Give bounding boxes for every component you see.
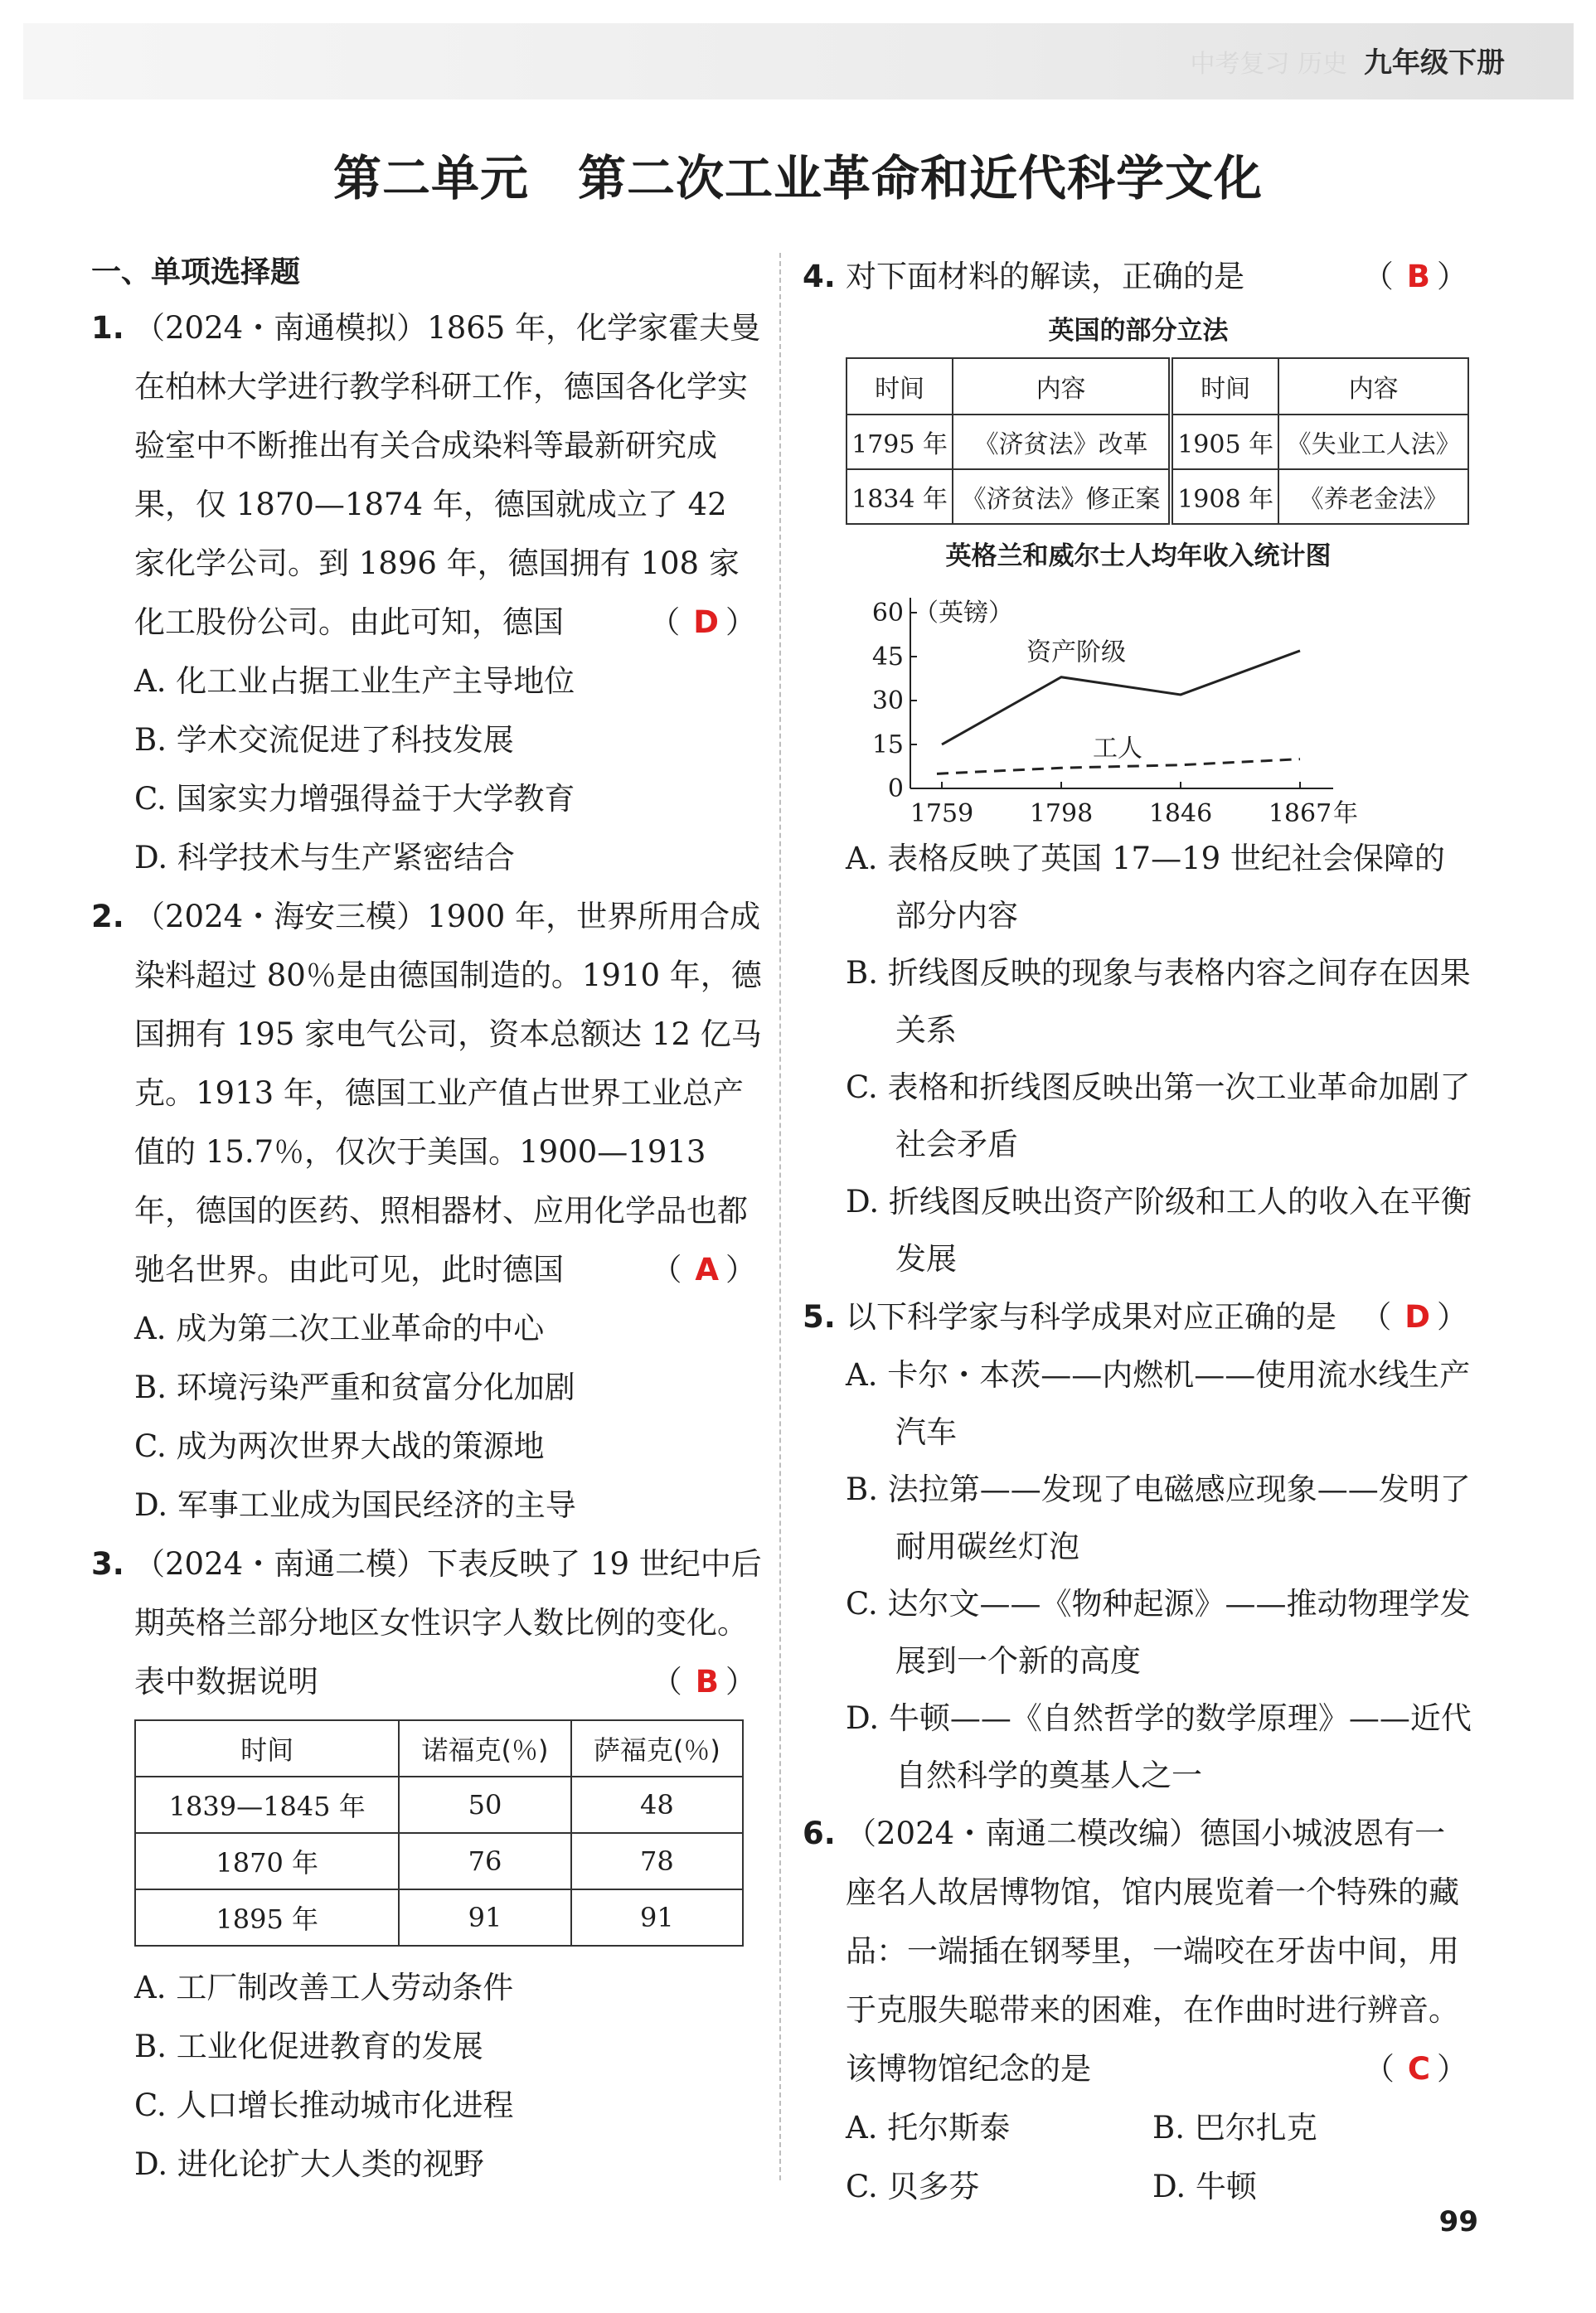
legislation-table-title: 英国的部分立法 [1048, 316, 1229, 346]
table-cell: 1834 年 [847, 469, 953, 524]
page-title: 第二单元 第二次工业革命和近代科学文化 [332, 150, 1263, 206]
question-number: 3. [91, 1546, 124, 1582]
table-header-row [847, 358, 1468, 415]
y-tick-label: 45 [871, 642, 904, 672]
table-cell: 《济贫法》修正案 [953, 469, 1171, 524]
table-cell: 《失业工人法》 [1278, 415, 1468, 469]
option-b: B. 折线图反映的现象与表格内容之间存在因果关系 [846, 955, 1471, 1048]
table-header-row [135, 1720, 743, 1777]
answer-bracket: （ A ） [651, 1252, 763, 1287]
income-chart [803, 581, 1474, 830]
table-cell: 78 [571, 1833, 743, 1889]
x-tick-label: 1798 [1029, 799, 1094, 828]
table-cell: 1895 年 [135, 1889, 399, 1946]
x-axis-unit: 年 [1333, 799, 1358, 828]
table-cell: 1795 年 [847, 415, 953, 469]
table-header: 内容 [953, 358, 1171, 415]
table-row [135, 1777, 743, 1833]
answer-bracket: （ B ） [1362, 259, 1474, 294]
table-row [847, 469, 1468, 524]
question-text: 1900 年，世界所用合成染料超过 80％是由德国制造的。1910 年，德国拥有 195 家电气公司，资本总额达 12 亿马克。1913 年，德国工业产值占世界工业总产值的 15.7％，仅次于美国。1900—1913 年，德国的医药、照相器材、应用化学品也都驰名世界。由此可见，此时德国 [134, 899, 762, 1287]
question-text: 德国小城波恩有一座名人故居博物馆，馆内展览着一个特殊的藏品：一端插在钢琴里，一端咬在牙齿中间，用于克服失聪带来的困难，在作曲时进行辨音。该博物馆纪念的是 [846, 1816, 1459, 2087]
option-c: C. 人口增长推动城市化进程 [134, 2088, 514, 2123]
question-3 [91, 1535, 763, 1711]
table-cell: 1905 年 [1171, 415, 1278, 469]
option-a: A. 托尔斯泰 [846, 2110, 1011, 2146]
table-cell: 《养老金法》 [1278, 469, 1468, 524]
table-header: 诺福克(％) [399, 1720, 570, 1777]
option-b: B. 工业化促进教育的发展 [134, 2029, 483, 2064]
question-4 [803, 247, 1474, 306]
option-d: D. 折线图反映出资产阶级和工人的收入在平衡发展 [846, 1184, 1472, 1277]
answer-bracket: （ D ） [649, 604, 763, 640]
y-tick-label: 60 [871, 599, 904, 628]
table-header: 时间 [1171, 358, 1278, 415]
table-row [135, 1833, 743, 1889]
chart-title: 英格兰和威尔士人均年收入统计图 [945, 541, 1332, 571]
answer-value: D [693, 604, 719, 640]
table-row [135, 1889, 743, 1946]
table-cell: 76 [399, 1833, 570, 1889]
question-source: （2024・南通模拟） [134, 310, 428, 346]
answer-value: B [695, 1664, 719, 1700]
table-cell: 91 [571, 1889, 743, 1946]
header-grade: 九年级下册 [1364, 46, 1505, 80]
question-number: 2. [91, 899, 124, 934]
y-tick-label: 30 [871, 686, 904, 715]
table-cell: 91 [399, 1889, 570, 1946]
answer-value: B [1406, 259, 1430, 294]
header-faint-text: 中考复习 历史 [1190, 50, 1347, 79]
table-cell: 1870 年 [135, 1833, 399, 1889]
option-b: B. 环境污染严重和贫富分化加剧 [134, 1370, 575, 1405]
question-text: 1865 年，化学家霍夫曼在柏林大学进行教学科研工作，德国各化学实验室中不断推出有关合成染料等最新研究成果，仅 1870—1874 年，德国就成立了 42 家化学公司。到 1896 年，德国拥有 108 家化工股份公司。由此可知，德国 [134, 310, 761, 640]
question-2 [91, 887, 763, 1299]
answer-value: A [695, 1252, 719, 1287]
table-cell: 1839—1845 年 [135, 1777, 399, 1833]
y-tick-label: 15 [871, 730, 904, 759]
table-header: 萨福克(％) [571, 1720, 743, 1777]
option-d: D. 进化论扩大人类的视野 [134, 2146, 484, 2182]
option-d: D. 科学技术与生产紧密结合 [134, 840, 515, 875]
question-number: 1. [91, 310, 124, 346]
question-number: 6. [803, 1816, 836, 1851]
question-source: （2024・南通二模） [134, 1546, 428, 1582]
table-header: 时间 [847, 358, 953, 415]
right-column [803, 247, 1474, 2216]
option-row [803, 2098, 1474, 2157]
option-b: B. 法拉第——发现了电磁感应现象——发明了耐用碳丝灯泡 [846, 1472, 1471, 1564]
option-c: C. 成为两次世界大战的策源地 [134, 1428, 545, 1464]
literacy-table [134, 1719, 744, 1947]
option-row [803, 2157, 1474, 2216]
option-a: A. 工厂制改善工人劳动条件 [134, 1970, 514, 2005]
option-a: A. 成为第二次工业革命的中心 [134, 1311, 545, 1346]
page-number: 99 [1438, 2205, 1478, 2238]
answer-bracket: （ C ） [1363, 2051, 1474, 2087]
income-chart-svg [803, 581, 1474, 830]
question-6 [803, 1804, 1474, 2098]
question-text: 以下科学家与科学成果对应正确的是 [846, 1299, 1336, 1335]
option-d: D. 牛顿 [1152, 2169, 1257, 2204]
option-d: D. 牛顿——《自然哲学的数学原理》——近代自然科学的奠基人之一 [846, 1700, 1472, 1793]
column-divider [779, 253, 781, 2180]
answer-bracket: （ D ） [1361, 1299, 1474, 1335]
x-tick-label: 1867 [1268, 799, 1332, 828]
table-cell: 《济贫法》改革 [953, 415, 1171, 469]
option-c: C. 达尔文——《物种起源》——推动物理学发展到一个新的高度 [846, 1586, 1471, 1679]
option-d: D. 军事工业成为国民经济的主导 [134, 1487, 576, 1523]
x-tick-label: 1846 [1148, 799, 1213, 828]
option-c: C. 国家实力增强得益于大学教育 [134, 781, 575, 817]
answer-value: C [1407, 2051, 1430, 2087]
table-cell: 50 [399, 1777, 570, 1833]
question-source: （2024・海安三模） [134, 899, 428, 934]
option-a: A. 化工业占据工业生产主导地位 [134, 663, 575, 699]
y-tick-label: 0 [887, 774, 904, 803]
option-c: C. 表格和折线图反映出第一次工业革命加剧了社会矛盾 [846, 1069, 1471, 1162]
series-label: 资产阶级 [1026, 638, 1126, 667]
section-title: 一、单项选择题 [91, 255, 301, 289]
legislation-table [846, 357, 1469, 525]
answer-bracket: （ B ） [651, 1664, 763, 1700]
left-column [91, 247, 763, 2194]
question-number: 4. [803, 259, 836, 294]
chart-axes [872, 598, 1358, 828]
option-c: C. 贝多芬 [846, 2169, 980, 2204]
option-a: A. 卡尔・本茨——内燃机——使用流水线生产汽车 [846, 1357, 1471, 1450]
question-5 [803, 1287, 1474, 1346]
question-text: 对下面材料的解读，正确的是 [846, 259, 1244, 294]
y-axis-unit: （英镑） [914, 599, 1013, 628]
chart-marks [937, 638, 1300, 774]
table-header: 时间 [135, 1720, 399, 1777]
table-cell: 1908 年 [1171, 469, 1278, 524]
answer-value: D [1404, 1299, 1430, 1335]
option-b: B. 巴尔扎克 [1152, 2110, 1317, 2146]
table-row [847, 415, 1468, 469]
option-a: A. 表格反映了英国 17—19 世纪社会保障的部分内容 [846, 841, 1445, 933]
question-text: 下表反映了 19 世纪中后期英格兰部分地区女性识字人数比例的变化。表中数据说明 [134, 1546, 762, 1700]
question-source: （2024・南通二模改编） [846, 1816, 1201, 1851]
question-number: 5. [803, 1299, 836, 1335]
option-b: B. 学术交流促进了科技发展 [134, 722, 514, 758]
table-cell: 48 [571, 1777, 743, 1833]
x-tick-label: 1759 [910, 799, 974, 828]
question-1 [91, 298, 763, 652]
table-header: 内容 [1278, 358, 1468, 415]
series-label: 工人 [1093, 734, 1142, 764]
